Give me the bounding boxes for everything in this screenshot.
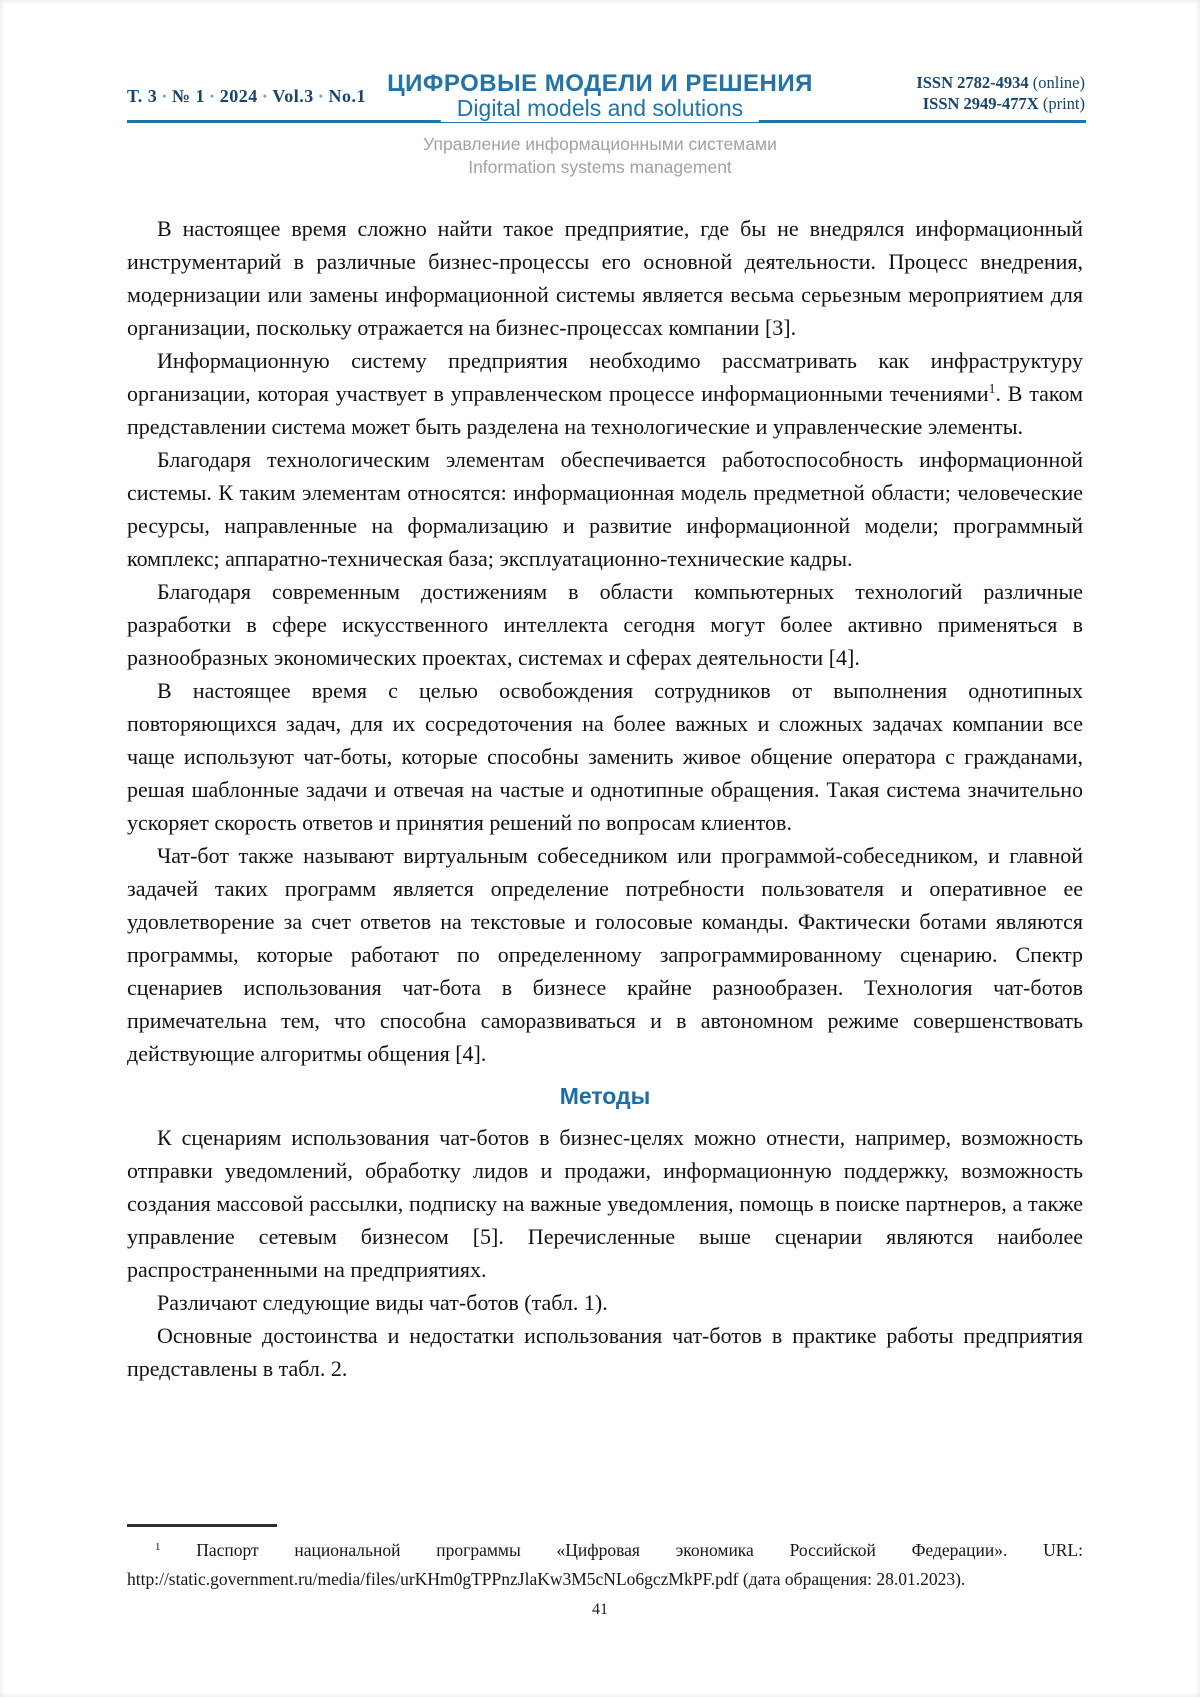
footnote-reference: 1	[988, 381, 996, 396]
separator-dot: •	[262, 89, 268, 103]
body-paragraph: Основные достоинства и недостатки использования чат-ботов в практике работы предприятия представлены в табл. 2.	[127, 1323, 1083, 1381]
body-paragraph: Благодаря современным достижениям в области компьютерных технологий различные разработки в сфере искусственного интеллекта сегодня могут более активно применяться в разнообразных экономических проектах, системах и сферах деятельности [4].	[127, 579, 1083, 670]
body-paragraph: Чат-бот также называют виртуальным собеседником или программой-собеседником, и главной задачей таких программ является определение потребности пользователя и оперативное ее удовлетворение за счет ответов на текстовые и голосовые команды. Фактически ботами являются программы, которые работают по определенному запрограммированному сценарию. Спектр сценариев использования чат-бота в бизнесе крайне разнообразен. Технология чат-ботов примечательна тем, что способна саморазвиваться и в автономном режиме совершенствовать действующие алгоритмы общения [4].	[127, 843, 1083, 1066]
section-title-en: Information systems management	[468, 157, 732, 177]
body-paragraph: В настоящее время с целью освобождения сотрудников от выполнения однотипных повторяющихся задач, для их сосредоточения на более важных и сложных задачах компании все чаще используют чат-боты, которые способны заменить живое общение оператора с гражданами, решая шаблонные задачи и отвечая на частые и однотипные обращения. Такая система значительно ускоряет скорость ответов и принятия решений по вопросам клиентов.	[127, 678, 1083, 835]
separator-dot: •	[318, 89, 324, 103]
body-paragraph: Различают следующие виды чат-ботов (табл. 1).	[157, 1290, 608, 1315]
body-paragraph: В настоящее время сложно найти такое предприятие, где бы не внедрялся информационный инструментарий в различные бизнес-процессы его основной деятельности. Процесс внедрения, модернизации или замены информационной системы является весьма серьезным мероприятием для организации, поскольку отражается на бизнес-процессах компании [3].	[127, 216, 1083, 340]
footnote-separator	[127, 1524, 277, 1527]
page-number: 41	[592, 1601, 608, 1618]
issn-online-number: ISSN 2782-4934	[916, 73, 1029, 92]
journal-title-ru: ЦИФРОВЫЕ МОДЕЛИ И РЕШЕНИЯ	[387, 70, 813, 97]
no-en-part: No.1	[328, 86, 366, 106]
body-paragraph: Благодаря технологическим элементам обеспечивается работоспособность информационной системы. К таким элементам относятся: информационная модель предметной области; человеческие ресурсы, направленные на формализацию и развитие информационной модели; программный комплекс; аппаратно-техническая база; эксплуатационно-технические кадры.	[127, 447, 1083, 571]
article-body	[127, 212, 1083, 1385]
volume-part: Т. 3	[127, 86, 158, 106]
separator-dot: •	[210, 89, 215, 103]
issue-part: № 1	[171, 86, 206, 106]
body-paragraph: К сценариям использования чат-ботов в бизнес-целях можно отнести, например, возможность отправки уведомлений, обработку лидов и продажи, информационную поддержку, возможность создания массовой рассылки, подписку на важные уведомления, помощь в поиске партнеров, а также управление сетевым бизнесом [5]. Перечисленные выше сценарии являются наиболее распространенными на предприятиях.	[127, 1125, 1083, 1282]
separator-dot: •	[162, 89, 167, 103]
journal-section-info	[0, 133, 1200, 179]
issn-print-label: (print)	[1042, 94, 1085, 113]
vol-en-part: Vol.3	[272, 86, 314, 106]
section-title-ru: Управление информационными системами	[423, 134, 777, 154]
issn-print-number: ISSN 2949-477X	[922, 94, 1039, 113]
footnote-text: Паспорт национальной программы «Цифровая экономика Российской Федерации». URL: http://static.government.ru/media/files/urKHm0gTPPnzJlaKw3M5cNLo6gczMkPF.pdf (дата обращения: 28.01.2023).	[127, 1540, 1083, 1589]
issn-online-label: (online)	[1032, 73, 1085, 92]
year-part: 2024	[219, 86, 258, 106]
section-heading: Методы	[559, 1083, 651, 1109]
footnote-marker: 1	[155, 1541, 161, 1553]
body-paragraph: Информационную систему предприятия необходимо рассматривать как инфраструктуру организации, которая участвует в управленческом процессе информационными течениями$^1$. В таком представлении система может быть разделена на технологические и управленческие элементы.	[127, 348, 1083, 439]
footnote	[127, 1536, 1083, 1594]
journal-title-en: Digital models and solutions	[441, 95, 759, 122]
